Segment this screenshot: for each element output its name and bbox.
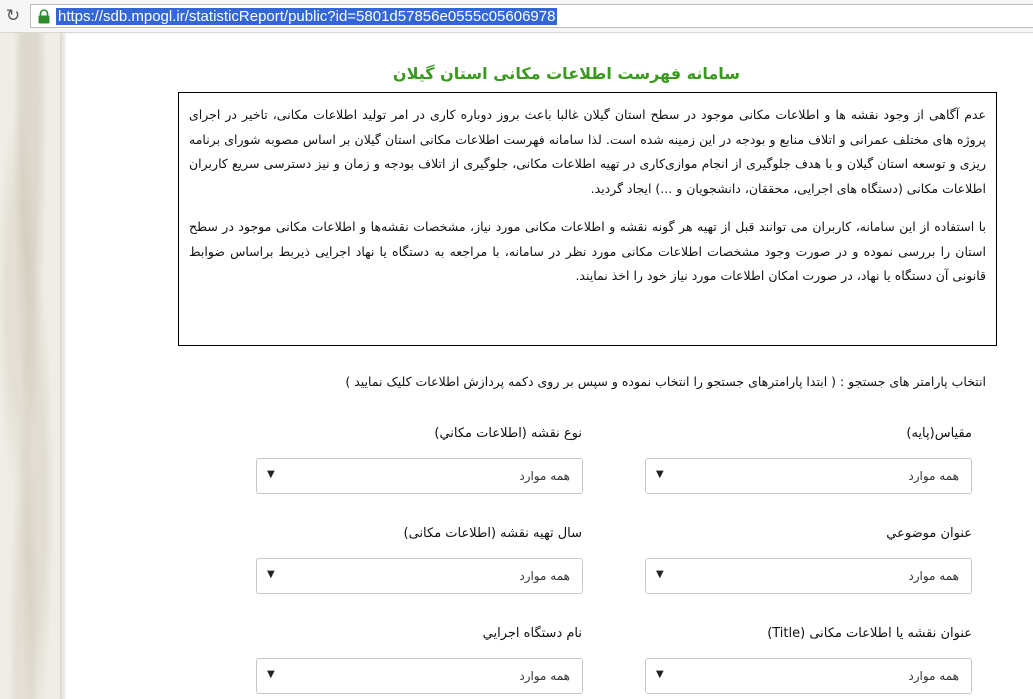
select-value: همه موارد [908,569,959,583]
chevron-down-icon: ▼ [656,669,664,680]
page-title: سامانه فهرست اطلاعات مکانی استان گیلان [392,64,740,83]
chevron-down-icon: ▼ [267,669,275,680]
map-type-select[interactable] [256,458,583,494]
chevron-down-icon: ▼ [267,569,275,580]
agency-select[interactable] [256,658,583,694]
year-select[interactable] [256,558,583,594]
filter-label-topic: عنوان موضوعي [886,526,972,541]
url-text: https://sdb.mpogl.ir/statisticReport/public?id=5801d57856e0555c05606978 [58,8,556,25]
select-value: همه موارد [908,469,959,483]
chevron-down-icon: ▼ [267,469,275,480]
scale-select[interactable] [645,458,972,494]
filter-label-map-type: نوع نقشه (اطلاعات مکاني) [434,426,582,441]
reload-icon[interactable]: ↻ [5,6,21,26]
filter-label-year: سال تهیه نقشه (اطلاعات مکانی) [403,526,582,541]
search-instructions: انتخاب پارامتر های جستجو : ( ابتدا پارامترهای جستجو را انتخاب نموده و سپس بر روی دکمه پردازش اطلاعات کلیک نمایید ) [345,374,986,389]
select-value: همه موارد [519,669,570,683]
intro-paragraph: با استفاده از این سامانه، کاربران می توانند قبل از تهیه هر گونه نقشه و اطلاعات مکانی مورد نیاز، مشخصات نقشه‌ها و اطلاعات مکانی موجود در سطح استان را بررسی نموده و در صورت وجود مشخصات اطلاعات مکانی مورد نظر در سامانه، با مراجعه به دستگاه یا نهاد اجرایی ذیربط براساس ضوابط قانونی آن دستگاه یا نهاد، در صورت امکان اطلاعات مورد نیاز خود را اخذ نمایند. [189,219,986,283]
select-value: همه موارد [519,469,570,483]
decorative-side-panel [0,33,60,699]
select-value: همه موارد [908,669,959,683]
filter-label-agency: نام دستگاه اجرایي [482,626,582,641]
intro-paragraph: عدم آگاهی از وجود نقشه ها و اطلاعات مکانی موجود در سطح استان گیلان غالبا باعث بروز دوباره کاری در امر تولید اطلاعات مکانی، تاخیر در اجرای پروژه های مختلف عمرانی و اتلاف منابع و بودجه در این زمینه شده است. لذا سامانه فهرست اطلاعات مکانی استان گیلان بر اساس مصوبه شورای برنامه ریزی و توسعه استان گیلان و با هدف جلوگیری از انجام موازی‌کاری در تهیه اطلاعات مکانی، جلوگیری از اتلاف بودجه و زمان و نیز دسترسی سریع کاربران اطلاعات مکانی (دستگاه های اجرایی، محققان، دانشجویان و ...) ایجاد گردید. [189,107,986,196]
lock-icon [37,9,51,24]
filter-label-scale: مقیاس(پایه) [906,426,972,441]
filter-label-title: عنوان نقشه یا اطلاعات مکانی (Title) [767,626,972,641]
title-select[interactable] [645,658,972,694]
url-field[interactable] [30,4,1033,28]
select-value: همه موارد [519,569,570,583]
browser-address-bar [0,0,1033,33]
intro-box [178,92,997,346]
decorative-edge [60,33,66,699]
topic-select[interactable] [645,558,972,594]
chevron-down-icon: ▼ [656,469,664,480]
chevron-down-icon: ▼ [656,569,664,580]
